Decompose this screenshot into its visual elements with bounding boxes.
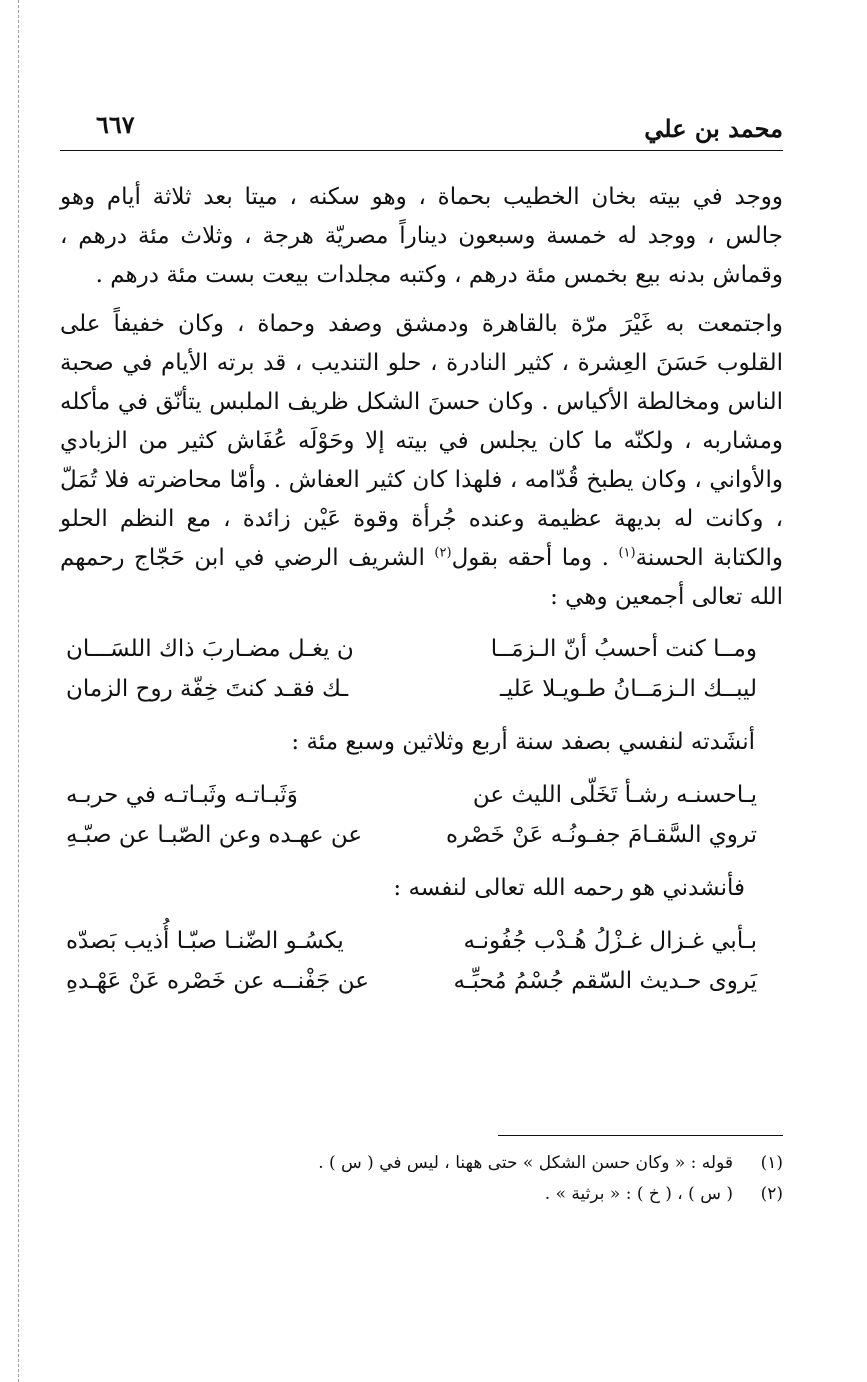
footnote-text: قوله : « وكان حسن الشكل » حتى ههنا ، ليس في ( س ) . <box>318 1153 733 1173</box>
verse-line <box>60 629 783 669</box>
footnote-ref-2: (٢) <box>434 545 452 561</box>
verse-line <box>60 921 783 961</box>
poem-2-intro: أنشَدته لنفسي بصفد سنة أربع وثلاثين وسبع مئة : <box>291 729 755 755</box>
page-header <box>60 108 783 151</box>
running-head: محمد بن علي <box>644 114 783 143</box>
page-edge-rule <box>18 0 19 1382</box>
hemistich-second: عن عهـده وعن الصّبـا عن صبّـهِ <box>66 822 363 848</box>
body-text <box>60 178 783 1001</box>
verse-line <box>60 775 783 815</box>
poem-2 <box>60 775 783 855</box>
footnote-text: ( س ) ، ( خ ) : « برثية » . <box>544 1184 733 1204</box>
hemistich-second: يكسُـو الضّنـا صبّـا أُذيب بَصدّه <box>66 928 344 954</box>
verse-line <box>60 669 783 709</box>
footnote-number: (٢) <box>760 1184 783 1204</box>
hemistich-second: وَثَبـاتـه وثَبـاتـه في حربـه <box>66 782 298 808</box>
hemistich-first: يـاحسنـه رشـأ تَخَلّى الليث عن <box>472 782 757 808</box>
paragraph-2-text-b: . وما أحقه بقول <box>451 545 619 571</box>
footnote-2 <box>60 1179 783 1210</box>
verse-line <box>60 815 783 855</box>
poem-3-intro: فأنشدني هو رحمه الله تعالى لنفسه : <box>393 875 745 901</box>
poem-3 <box>60 921 783 1001</box>
footnote-number: (١) <box>760 1153 783 1173</box>
hemistich-first: بـأبي غـزال غـزْلُ هُـدْب جُفُونـه <box>463 928 757 954</box>
footnote-separator <box>498 1135 783 1136</box>
footnotes <box>60 1148 783 1210</box>
verse-line <box>60 961 783 1001</box>
hemistich-second: عن جَفْنــه عن خَصْره عَنْ عَهْـدهِ <box>66 968 369 994</box>
hemistich-second: ـك فقـد كنتَ خِفّة روح الزمان <box>66 676 349 702</box>
footnote-ref-1: (١) <box>618 545 636 561</box>
paragraph-1: ووجد في بيته بخان الخطيب بحماة ، وهو سكنه ، ميتا بعد ثلاثة أيام وهو جالس ، ووجد له خمسة وسبعون ديناراً مصريّة هرجة ، وثلاث مئة درهم ، وقماش بدنه بيع بخمس مئة درهم ، وكتبه مجلدات بيعت بست مئة درهم . <box>60 184 783 288</box>
page-number: ٦٦٧ <box>96 110 135 139</box>
footnote-1 <box>60 1148 783 1179</box>
paragraph-2-text-a: واجتمعت به غَيْرَ مرّة بالقاهرة ودمشق وصفد وحماة ، وكان خفيفاً على القلوب حَسَنَ العِشرة ، كثير النادرة ، حلو التنديب ، قد برته الأيام في صحبة الناس ومخالطة الأكياس . وكان حسنَ الشكل ظريف الملبس يتأنّق في مأكله ومشاربه ، ولكنّه ما كان يجلس في بيته إلا وحَوْلَه عُفَاش كثير من الزبادي والأواني ، وكان يطبخ قُدّامه ، فلهذا كان كثير العفاش . وأمّا محاضرته فلا تُمَلّ ، وكانت له بديهة عظيمة وعنده جُرأة وقوة عَيْن زائدة ، مع النظم الحلو والكتابة الحسنة <box>60 311 784 571</box>
hemistich-first: يَروى حـديث السّقم جُسْمُ مُحبِّـه <box>453 968 757 994</box>
paragraph-2-text-c: الشريف الرضي في ابن حَجّاج رحمهم الله تعالى أجمعين وهي : <box>60 545 783 610</box>
poem-1 <box>60 629 783 709</box>
paragraph-2 <box>60 305 783 617</box>
hemistich-first: ومــا كنت أحسبُ أنّ الـزمَــا <box>490 636 757 662</box>
hemistich-first: ليبــك الـزمَــانُ طـويـلا عَليـ <box>499 676 757 702</box>
hemistich-first: تروي السَّقـامَ جفـونُـه عَنْ خَصْره <box>445 822 757 848</box>
hemistich-second: ن يغـل مضـاربَ ذاك اللسَـــان <box>66 636 354 662</box>
